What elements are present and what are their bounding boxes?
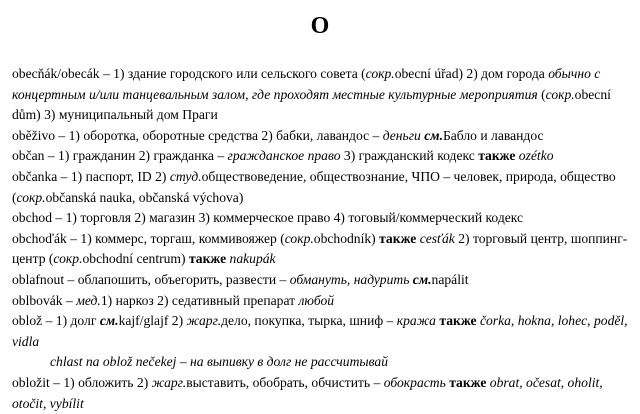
entry-text-run: сокр. (53, 251, 83, 267)
entry-text-run: обычно с концертным и/или танцевальным залом, где проходят местные культурные мероприятия (12, 66, 601, 102)
entry-text-run: občan – 1) гражданин 2) гражданка – (12, 148, 228, 164)
dictionary-entry (12, 291, 632, 312)
entry-text-run: выставить, обобрать, обчистить – (186, 374, 384, 390)
entry-text-run: сокр. (545, 86, 575, 102)
entry-text-run: также (379, 230, 420, 246)
entry-text-run: обществоведение, обществознание, ЧПО – человек, природа, общество ( (12, 168, 616, 205)
entry-text-run: дело, покупка, тырка, шниф – (221, 313, 397, 329)
usage-example (12, 352, 632, 373)
entry-text-run: мед. (76, 292, 101, 308)
entry-text-run: oblbovák – (12, 292, 77, 308)
entry-text-run: obchodní centrum) (82, 251, 189, 267)
entry-text-run: студ. (169, 168, 202, 184)
dictionary-entry (12, 146, 632, 167)
dictionary-entry (12, 167, 632, 208)
entry-text-run: также (188, 251, 230, 267)
entry-text-run: ozétko (518, 148, 554, 164)
entry-text-run: obchod – 1) торговля 2) магазин 3) коммерческое право 4) тоговый/коммерческий кодекс (12, 210, 524, 226)
entry-text-run: сокр. (365, 66, 395, 81)
entry-text-run: obecňák/obecák – 1) здание городского или сельского совета ( (12, 66, 366, 81)
entry-text-run: občanská nauka, občanská výchova) (45, 189, 244, 205)
entry-text-run: см. (424, 127, 443, 143)
dictionary-entry (12, 208, 632, 229)
entry-text-run: кража (396, 313, 440, 329)
entry-text-run: oběživo – 1) оборотка, оборотные средства 2) бабки, лавандос – (12, 127, 383, 143)
dictionary-entry (12, 270, 632, 291)
entry-text-run: obecní dům) 3) муниципальный дом Праги (12, 86, 611, 123)
entry-text-run: cesťák (419, 230, 455, 246)
entry-text-run: kajf/glajf 2) (118, 313, 187, 329)
entry-text-run: сокр. (16, 189, 46, 205)
entry-text-run: čorka, hokna, lohec, poděl, vidla (12, 313, 628, 349)
entry-text-run: обмануть, надурить (289, 271, 413, 287)
entry-text-run: nakupák (229, 251, 276, 267)
entry-text-run: obchoďák – 1) коммерс, торгаш, коммивояжер ( (12, 230, 285, 246)
entry-text-run: napálit (431, 271, 469, 287)
entry-text-run: ( (537, 86, 546, 102)
entry-text-run: жарг. (186, 313, 222, 329)
entry-text-run: oblož – 1) долг (12, 313, 100, 329)
dictionary-entry (12, 373, 632, 414)
entry-text-run: см. (412, 271, 432, 287)
entry-text-run: 3) гражданский кодекс (340, 148, 479, 164)
dictionary-entry (12, 126, 632, 147)
entry-text-run: также (478, 148, 519, 164)
entry-text-run: см. (99, 313, 119, 329)
entry-text-run: obecní úřad) 2) дом города (394, 66, 549, 81)
dictionary-entry (12, 311, 632, 352)
entry-list (12, 64, 632, 414)
entry-text-run: гражданское право (227, 148, 341, 164)
entry-text-run: občanka – 1) паспорт, ID 2) (12, 168, 170, 184)
entry-text-run: 1) наркоз 2) седативный препарат (100, 292, 299, 308)
entry-text-run: сокр. (284, 230, 314, 246)
entry-text-run: жарг. (151, 374, 187, 390)
entry-text-run: chlast na oblož nečekej – на выпивку в долг не рассчитывай (50, 354, 389, 370)
entry-text-run: также (439, 313, 480, 329)
dictionary-entry (12, 229, 632, 270)
entry-text-run: obrat, očesat, oholit, otočit, vybílit (12, 374, 603, 411)
entry-text-run: деньги (382, 127, 425, 143)
entry-text-run: oblafnout – облапошить, объегорить, развести – (12, 271, 290, 287)
entry-text-run: obložit – 1) обложить 2) (12, 374, 152, 390)
dictionary-entry (12, 64, 632, 126)
entry-text-run: Бабло и лавандос (442, 127, 544, 143)
entry-text-run: также (449, 374, 490, 390)
entry-text-run: любой (298, 292, 335, 308)
section-letter: O (310, 13, 330, 39)
entry-text-run: 2) торговый центр, шоппинг-центр ( (12, 230, 628, 267)
entry-text-run: обокрасть (383, 374, 450, 390)
entry-text-run: obchodník) (313, 230, 380, 246)
